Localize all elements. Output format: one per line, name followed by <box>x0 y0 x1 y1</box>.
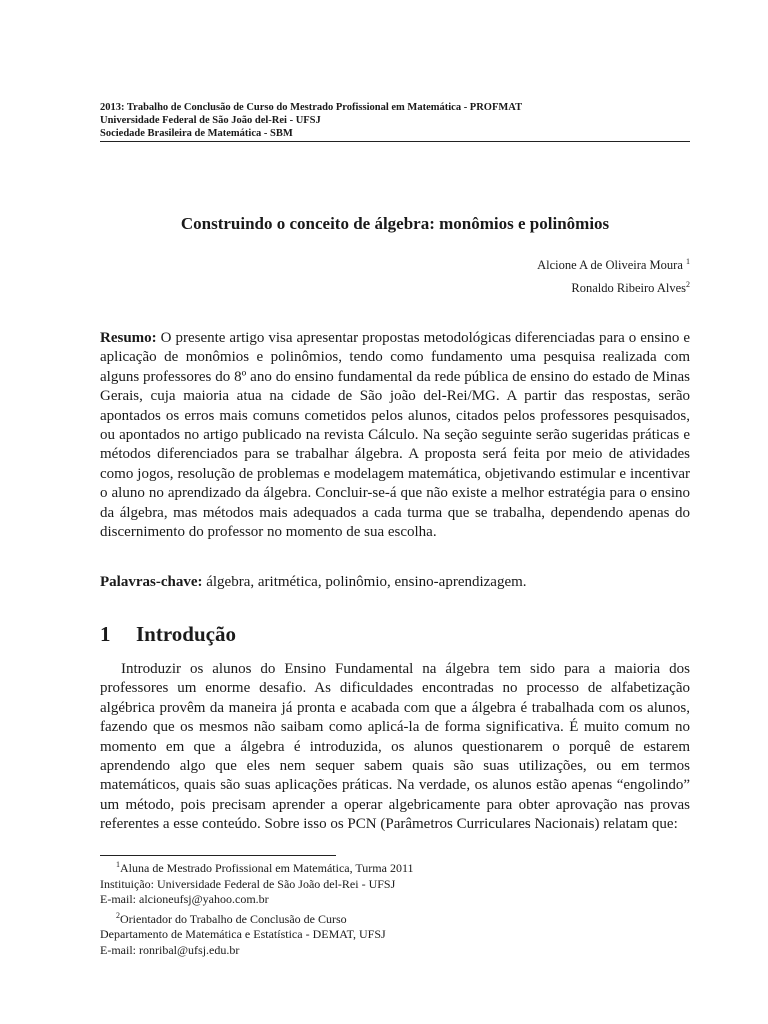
footnote-text: Aluna de Mestrado Profissional em Matemática, Turma 2011 <box>120 861 414 875</box>
footnote-1-institution: Instituição: Universidade Federal de São João del-Rei - UFSJ <box>100 876 396 891</box>
section-heading <box>100 622 236 647</box>
footnote-2-email: E-mail: ronribal@ufsj.edu.br <box>100 942 240 957</box>
abstract-label: Resumo: <box>100 330 157 346</box>
document-page <box>100 0 690 1024</box>
footnote-mark: 2 <box>686 280 690 290</box>
paper-title: Construindo o conceito de álgebra: monômios e polinômios <box>180 214 610 233</box>
footnote-1 <box>100 857 690 877</box>
document-header <box>100 101 690 140</box>
keywords-text: álgebra, aritmética, polinômio, ensino-aprendizagem. <box>206 574 527 590</box>
footnote-mark: 1 <box>116 860 120 869</box>
section-number: 1 <box>100 622 111 646</box>
footnotes <box>100 857 690 959</box>
abstract-text: O presente artigo visa apresentar propostas metodológicas diferenciadas para o ensino e aplicação de monômios e polinômios, tendo como fundamento uma pesquisa realizada com alguns professores do 8º ano do ensino fundamental da rede pública de ensino do estado de Minas Gerais, cuja maioria atua na cidade de São joão del-Rei/MG. A partir das respostas, serão apontados os erros mais comuns cometidos pelos alunos, citados pelos professores pesquisados, ou apontados no artigo publicado na revista Cálculo. Na seção seguinte serão sugeridas práticas e métodos diferenciados para se trabalhar álgebra. A proposta será feita por meio de atividades como jogos, resolução de problemas e modelagem matemática, objetivando estimular e incentivar o aluno no aprendizado da álgebra. Concluir-se-á que não existe a melhor estratégia para o ensino da álgebra, mas métodos mais adequados a cada turma que se trabalha, dependendo apenas do discernimento do professor no momento de sua escolha. <box>100 330 691 541</box>
footnote-2-department: Departamento de Matemática e Estatística - DEMAT, UFSJ <box>100 927 386 942</box>
author-name: Ronaldo Ribeiro Alves <box>571 281 686 296</box>
author-1 <box>537 252 690 275</box>
footnote-mark: 2 <box>116 910 120 920</box>
footnote-mark: 1 <box>686 257 690 266</box>
author-list <box>537 252 690 298</box>
author-2 <box>537 275 690 298</box>
abstract <box>100 329 690 542</box>
keywords-label: Palavras-chave: <box>100 574 203 590</box>
author-name: Alcione A de Oliveira Moura <box>537 258 683 273</box>
header-line-program: 2013: Trabalho de Conclusão de Curso do Mestrado Profissional em Matemática - PROFMAT <box>100 102 523 113</box>
footnote-divider <box>100 855 336 856</box>
keywords <box>100 573 690 592</box>
footnote-text: Orientador do Trabalho de Conclusão de Curso <box>120 911 347 926</box>
header-line-university: Universidade Federal de São João del-Rei - UFSJ <box>100 115 321 126</box>
header-divider <box>100 141 690 142</box>
footnote-2 <box>100 908 690 928</box>
introduction-paragraph: Introduzir os alunos do Ensino Fundamental na álgebra tem sido para a maioria dos professores um enorme desafio. As dificuldades encontradas no processo de alfabetização algébrica provêm da maneira já pronta e acabada com que a álgebra é trabalhada com os alunos, fazendo que os mesmos não saibam como aplicá-la de forma significativa. É muito comum no momento em que a álgebra é introduzida, os alunos questionarem o porquê de estarem aprendendo algo que eles nem sequer sabem quais são suas utilizações, ou em termos matemáticos, quais são suas aplicações práticas. Na verdade, os alunos estão apenas “engolindo” um método, pois precisam aprender a operar algebricamente para obter aprovação nas provas referentes a esse conteúdo. Sobre isso os PCN (Parâmetros Curriculares Nacionais) relatam que: <box>100 661 690 833</box>
header-line-society: Sociedade Brasileira de Matemática - SBM <box>100 128 293 139</box>
footnote-1-email: E-mail: alcioneufsj@yahoo.com.br <box>100 892 269 907</box>
section-title: Introdução <box>136 622 236 646</box>
